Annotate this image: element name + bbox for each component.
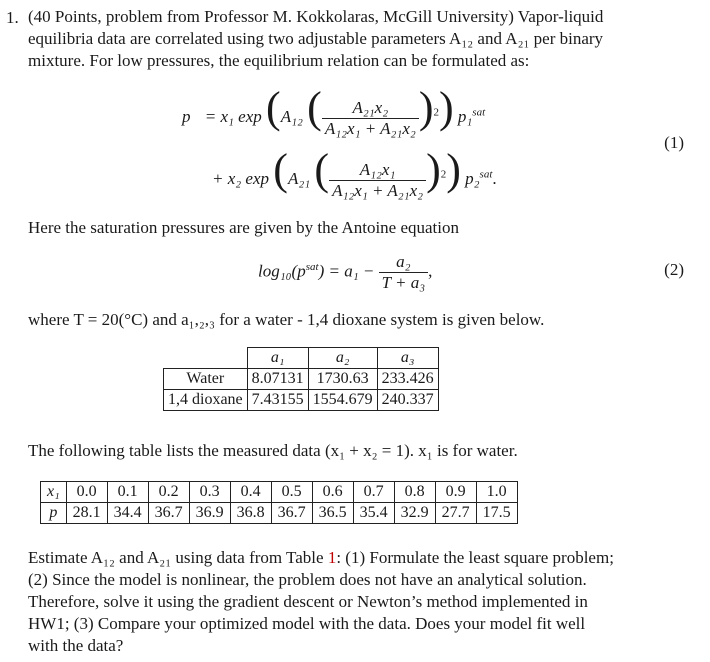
table-cell: 1554.679 bbox=[308, 390, 377, 411]
eq1-line2-exp: 2 bbox=[440, 168, 447, 181]
table-cell: 233.426 bbox=[377, 369, 438, 390]
table-cell: 7.43155 bbox=[247, 390, 308, 411]
table-cell: 0.7 bbox=[353, 482, 394, 503]
eq1-line1-prefix: = x₁ exp bbox=[204, 107, 262, 126]
eq1-line1-exp: 2 bbox=[433, 106, 439, 119]
coef-header-cell: a₁ bbox=[247, 348, 308, 369]
task-paragraph bbox=[28, 547, 688, 657]
table-cell: 36.7 bbox=[148, 503, 189, 524]
table-cell: 35.4 bbox=[353, 503, 394, 524]
table-cell: 27.7 bbox=[435, 503, 476, 524]
table-cell: 8.07131 bbox=[247, 369, 308, 390]
table-cell: 17.5 bbox=[476, 503, 517, 524]
coef-header-cell: a₃ bbox=[377, 348, 438, 369]
table-cell: 0.3 bbox=[189, 482, 230, 503]
table-cell: 34.4 bbox=[107, 503, 148, 524]
equation-1-line-2: + x₂ exp (A₂₁ ( $\frac{\text{A₁₂x₁}}{\text{A₁₂x₁ + A₂₁x₂}}$ )$^2$) p₂$^{sat}$. bbox=[212, 145, 497, 200]
eq1-line2-prefix: + x₂ exp bbox=[212, 169, 270, 188]
table-row-x bbox=[41, 482, 518, 503]
table-cell: Water bbox=[164, 369, 248, 390]
table-cell: 36.7 bbox=[271, 503, 312, 524]
p-label-cell: p bbox=[41, 503, 67, 524]
table-cell: 28.1 bbox=[66, 503, 107, 524]
where-line: where T = 20(°C) and a₁,₂,₃ for a water - 1,4 dioxane system is given below. bbox=[28, 310, 545, 329]
eq1-lhs: p bbox=[182, 107, 191, 126]
intro-line-2: equilibria data are correlated using two adjustable parameters A₁₂ and A₂₁ per binary bbox=[28, 29, 604, 48]
eq1-line1-fraction: $\frac{\text{A₂₁x₂}}{\text{A₁₂x₁ + A₂₁x₂}}$ bbox=[322, 98, 419, 139]
eq2-fraction: $\frac{\text{a₂}}{\text{T + a₃}}$ bbox=[379, 252, 429, 293]
equation-1-number: (1) bbox=[664, 133, 684, 152]
table-cell: 36.9 bbox=[189, 503, 230, 524]
equation-1-line-1: p = x₁ exp (A₁₂ ( $\frac{\text{A₂₁x₂}}{\text{A₁₂x₁ + A₂₁x₂}}$ )$^2$) p₁$^{sat}$ bbox=[182, 83, 486, 138]
coef-header-cell bbox=[164, 348, 248, 369]
intro-line-1: (40 Points, problem from Professor M. Kokkolaras, McGill University) Vapor-liquid bbox=[28, 7, 604, 26]
equation-2-number: (2) bbox=[664, 260, 684, 279]
table-row-p bbox=[41, 503, 518, 524]
table-cell: 36.8 bbox=[230, 503, 271, 524]
coefficient-table bbox=[163, 347, 439, 411]
intro-paragraph bbox=[28, 6, 688, 72]
table-cell: 1730.63 bbox=[308, 369, 377, 390]
eq1-line1-A: A₁₂ bbox=[280, 107, 303, 126]
equation-2: $\log_{10}(p^{sat}) = a_1$ − $\frac{\text{a₂}}{\text{T + a₃}}$ , bbox=[258, 252, 433, 292]
task-line-5: with the data? bbox=[28, 636, 124, 655]
table-cell: 240.337 bbox=[377, 390, 438, 411]
antoine-intro: Here the saturation pressures are given by the Antoine equation bbox=[28, 218, 460, 237]
table-cell: 0.1 bbox=[107, 482, 148, 503]
intro-line-3: mixture. For low pressures, the equilibrium relation can be formulated as: bbox=[28, 51, 530, 70]
table-cell: 1,4 dioxane bbox=[164, 390, 248, 411]
table-reference-link[interactable]: 1 bbox=[327, 548, 337, 567]
coef-header-row bbox=[164, 348, 439, 369]
table-cell: 36.5 bbox=[312, 503, 353, 524]
eq2-lhs: log₁₀(p bbox=[258, 261, 306, 281]
eq1-line2-A: A₂₁ bbox=[287, 169, 311, 188]
table-cell: 0.4 bbox=[230, 482, 271, 503]
table-cell: 32.9 bbox=[394, 503, 435, 524]
table-cell: 0.0 bbox=[66, 482, 107, 503]
measured-data-table bbox=[40, 481, 518, 524]
table-row bbox=[164, 390, 439, 411]
eq1-line1-psat: p₁ bbox=[457, 107, 473, 126]
table-cell: 0.8 bbox=[394, 482, 435, 503]
measured-intro: The following table lists the measured data (x₁ + x₂ = 1). x₁ is for water. bbox=[28, 441, 518, 460]
table-cell: 1.0 bbox=[476, 482, 517, 503]
task-line-1: Estimate A₁₂ and A₂₁ using data from Table 1: (1) Formulate the least square problem; bbox=[28, 548, 614, 567]
table-cell: 0.5 bbox=[271, 482, 312, 503]
eq1-line2-fraction: $\frac{\text{A₁₂x₁}}{\text{A₁₂x₁ + A₂₁x₂}}$ bbox=[329, 160, 426, 201]
table-row bbox=[164, 369, 439, 390]
x-label-cell: x₁ bbox=[41, 482, 67, 503]
eq1-line2-psat: p₂ bbox=[465, 169, 480, 188]
task-line-4: HW1; (3) Compare your optimized model with the data. Does your model fit well bbox=[28, 614, 586, 633]
problem-number: 1. bbox=[6, 8, 19, 27]
table-cell: 0.6 bbox=[312, 482, 353, 503]
coef-header-cell: a₂ bbox=[308, 348, 377, 369]
task-line-3: Therefore, solve it using the gradient descent or Newton’s method implemented in bbox=[28, 592, 588, 611]
table-cell: 0.2 bbox=[148, 482, 189, 503]
task-line-2: (2) Since the model is nonlinear, the problem does not have an analytical solution. bbox=[28, 570, 587, 589]
table-cell: 0.9 bbox=[435, 482, 476, 503]
